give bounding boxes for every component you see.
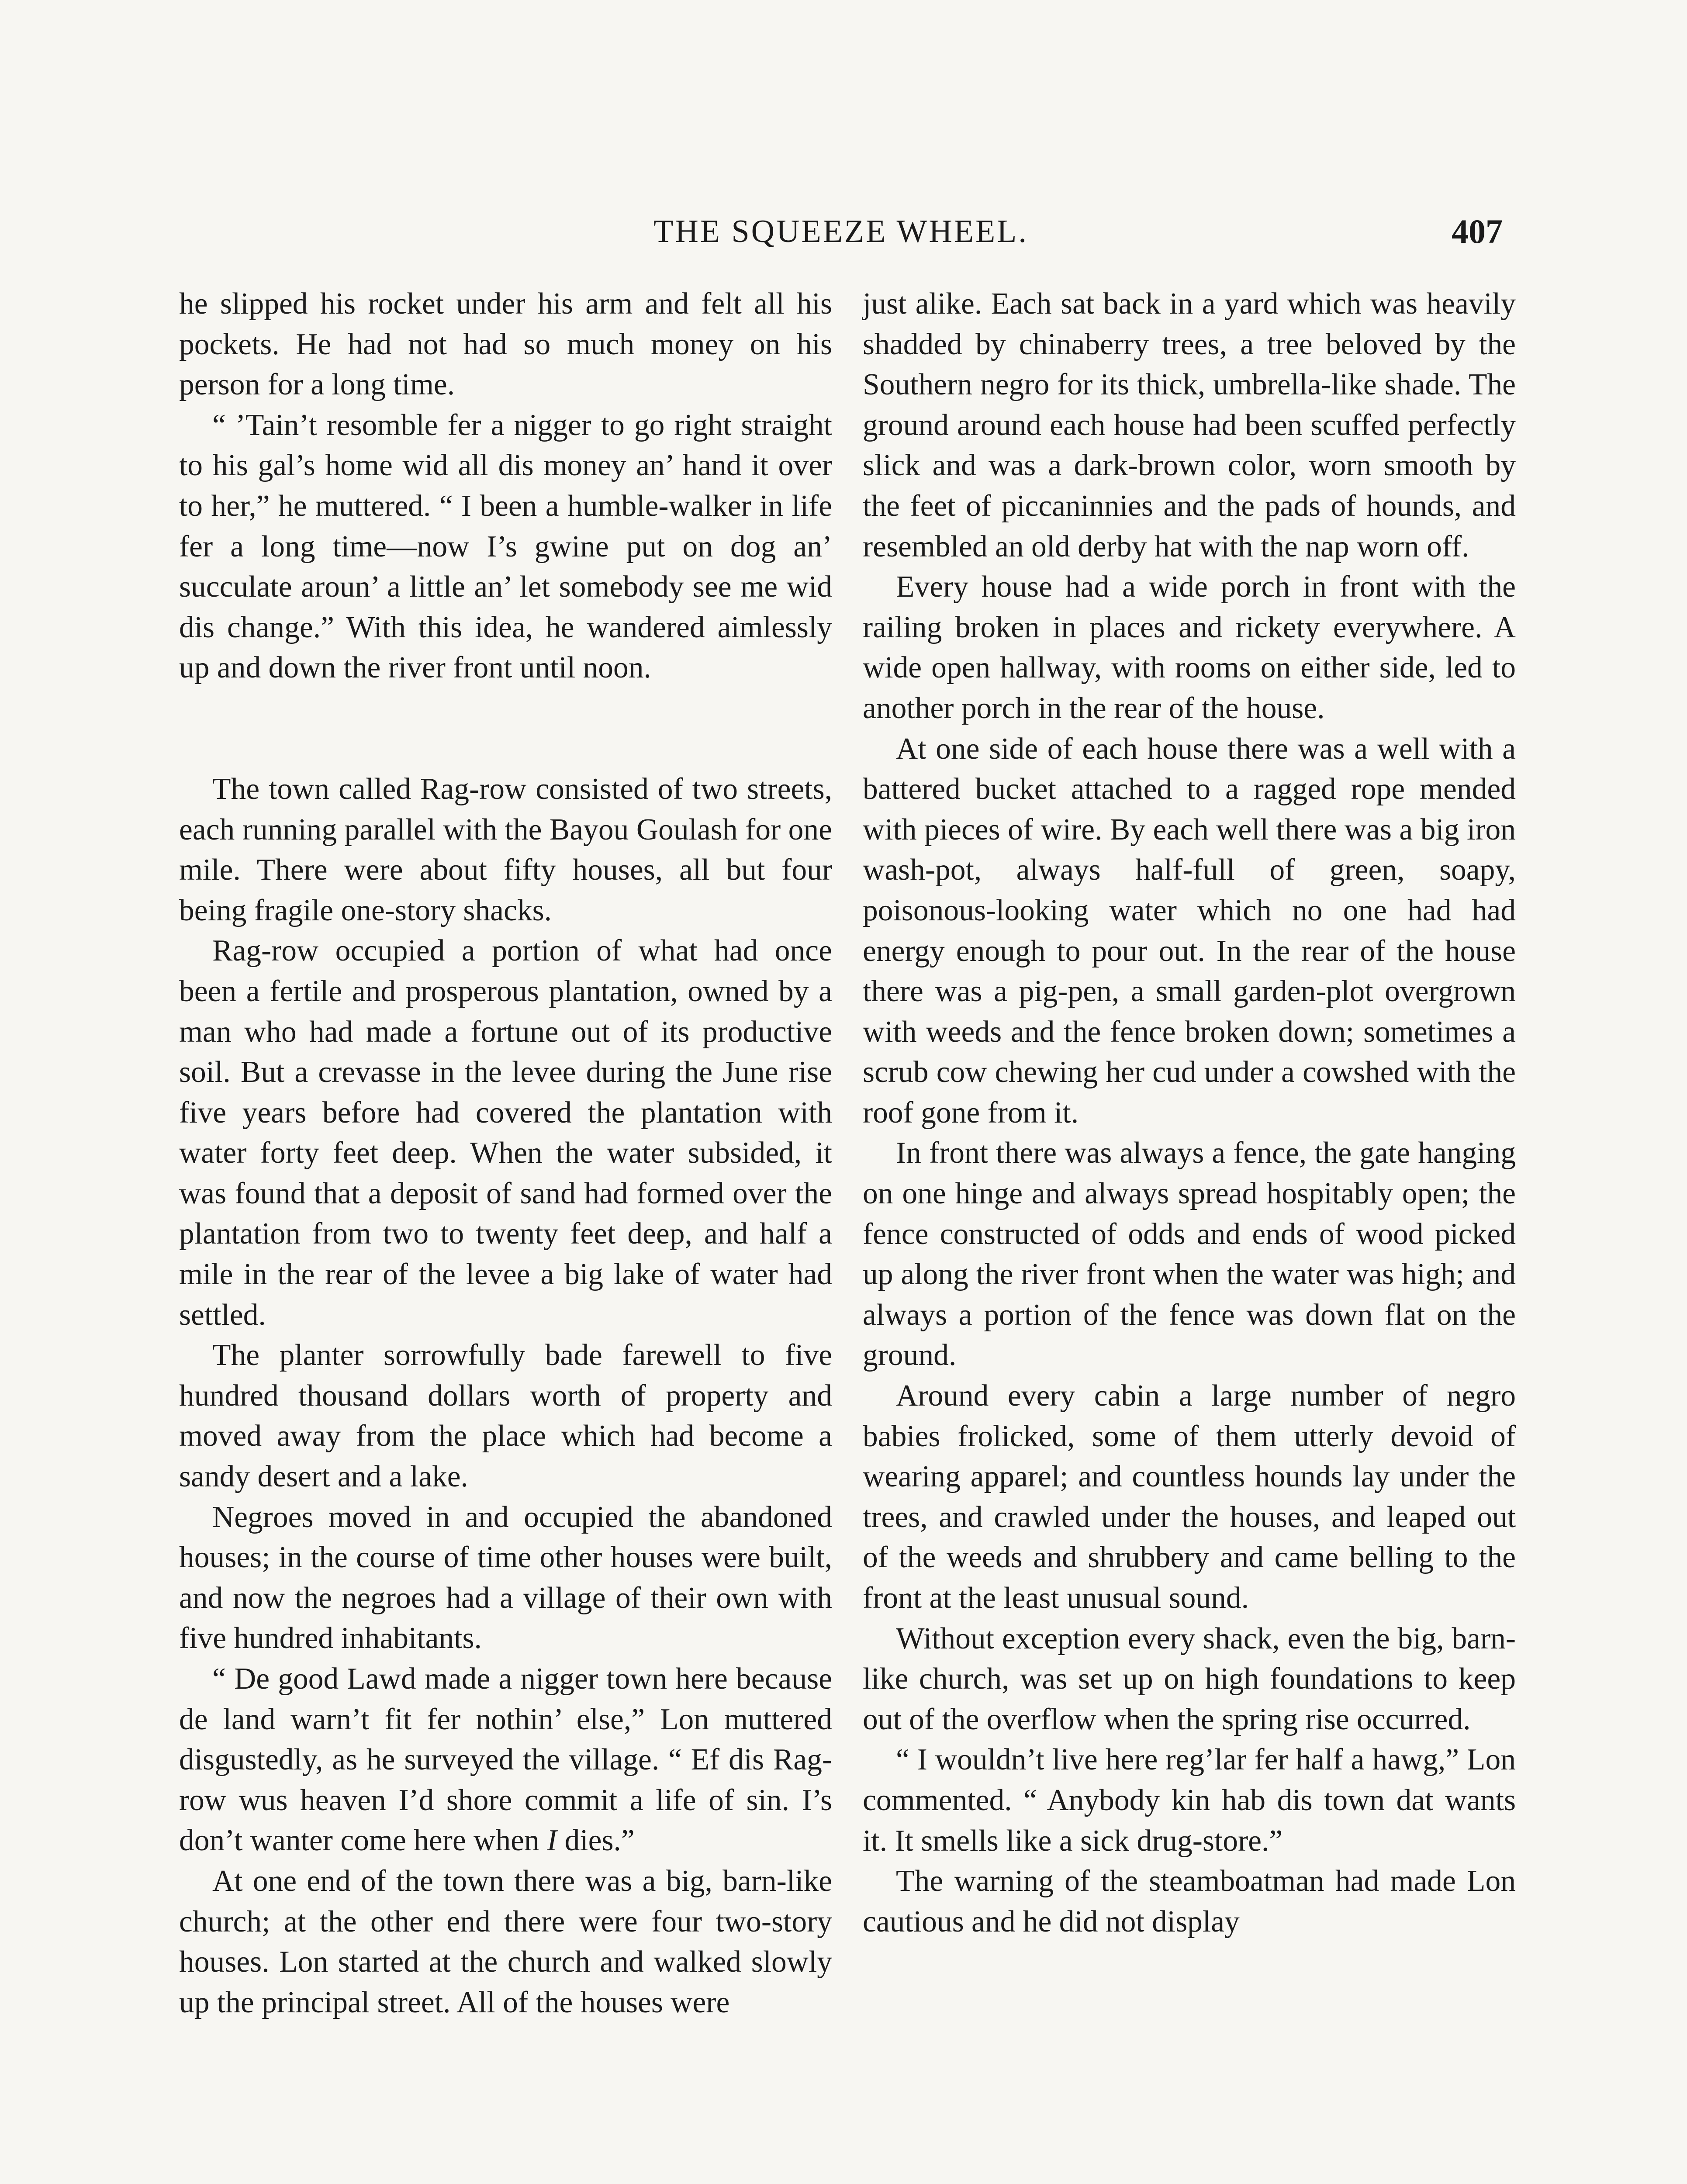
paragraph xyxy=(179,1659,832,1861)
paragraph-text: “ De good Lawd made a nigger town here because de land warn’t fit fer nothin’ else,” Lon muttered disgustedly, as he surveyed the village. “ Ef dis Rag-row wus heaven I’d shore commit a life of sin. I’s don’t wanter come here when xyxy=(179,1662,832,1858)
page-header xyxy=(179,210,1503,253)
paragraph: just alike. Each sat back in a yard which was heavily shadded by chinaberry trees, a tree beloved by the Southern negro for its thick, umbrella-like shade. The ground around each house had been scuffed perfectly slick and was a dark-brown color, worn smooth by the feet of piccaninnies and the pads of hounds, and resembled an old derby hat with the nap worn off. xyxy=(863,287,1516,563)
paragraph-text: dies.” xyxy=(557,1824,635,1858)
left-column xyxy=(179,284,832,2023)
paragraph: The planter sorrowfully bade farewell to five hundred thousand dollars worth of property and moved away from the place which had become a sandy desert and a lake. xyxy=(179,1338,832,1494)
italic-word: I xyxy=(547,1824,557,1858)
paragraph: In front there was always a fence, the gate hanging on one hinge and always spread hospitably open; the fence constructed of odds and ends of wood picked up along the river front when the water was high; and always a portion of the fence was down flat on the ground. xyxy=(863,1136,1516,1372)
running-title: THE SQUEEZE WHEEL. xyxy=(653,214,1028,249)
paragraph: “ ’Tain’t resomble fer a nigger to go right straight to his gal’s home wid all dis money an’ hand it over to her,” he muttered. “ I been a humble-walker in life fer a long time—now I’s gwine put on dog an’ succulate aroun’ a little an’ let somebody see me wid dis change.” With this idea, he wandered aimlessly up and down the river front until noon. xyxy=(179,408,832,685)
paragraph: Around every cabin a large number of negro babies frolicked, some of them utterly devoid of wearing apparel; and countless hounds lay under the trees, and crawled under the houses, and leaped out of the weeds and shrubbery and came belling to the front at the least unusual sound. xyxy=(863,1379,1516,1615)
paragraph: he slipped his rocket under his arm and felt all his pockets. He had not had so much money on his person for a long time. xyxy=(179,287,832,402)
paragraph: Rag-row occupied a portion of what had once been a fertile and prosperous plantation, owned by a man who had made a fortune out of its productive soil. But a crevasse in the levee during the June rise five years before had covered the plantation with water forty feet deep. When the water subsided, it was found that a deposit of sand had formed over the plantation from two to twenty feet deep, and half a mile in the rear of the levee a big lake of water had settled. xyxy=(179,934,832,1332)
paragraph: “ I wouldn’t live here reg’lar fer half a hawg,” Lon commented. “ Anybody kin hab dis town dat wants it. It smells like a sick drug-store.” xyxy=(863,1743,1516,1858)
paragraph: The town called Rag-row consisted of two streets, each running parallel with the Bayou Goulash for one mile. There were about fifty houses, all but four being fragile one-story shacks. xyxy=(179,772,832,927)
paragraph: Negroes moved in and occupied the abandoned houses; in the course of time other houses were built, and now the negroes had a village of their own with five hundred inhabitants. xyxy=(179,1500,832,1655)
paragraph: The warning of the steamboatman had made Lon cautious and he did not display xyxy=(863,1864,1516,1939)
page-number: 407 xyxy=(1452,212,1503,250)
paragraph: At one end of the town there was a big, barn-like church; at the other end there were four two-story houses. Lon started at the church and walked slowly up the principal street. All of the houses were xyxy=(179,1864,832,2019)
paragraph: At one side of each house there was a well with a battered bucket attached to a ragged rope mended with pieces of wire. By each well there was a big iron wash-pot, always half-full of green, soapy, poisonous-looking water which no one had had energy enough to pour out. In the rear of the house there was a pig-pen, a small garden-plot overgrown with weeds and the fence broken down; sometimes a scrub cow chewing her cud under a cowshed with the roof gone from it. xyxy=(863,732,1516,1130)
paragraph: Without exception every shack, even the big, barn-like church, was set up on high foundations to keep out of the overflow when the spring rise occurred. xyxy=(863,1621,1516,1736)
right-column xyxy=(863,284,1516,1942)
paragraph: Every house had a wide porch in front with the railing broken in places and rickety everywhere. A wide open hallway, with rooms on either side, led to another porch in the rear of the house. xyxy=(863,570,1516,725)
